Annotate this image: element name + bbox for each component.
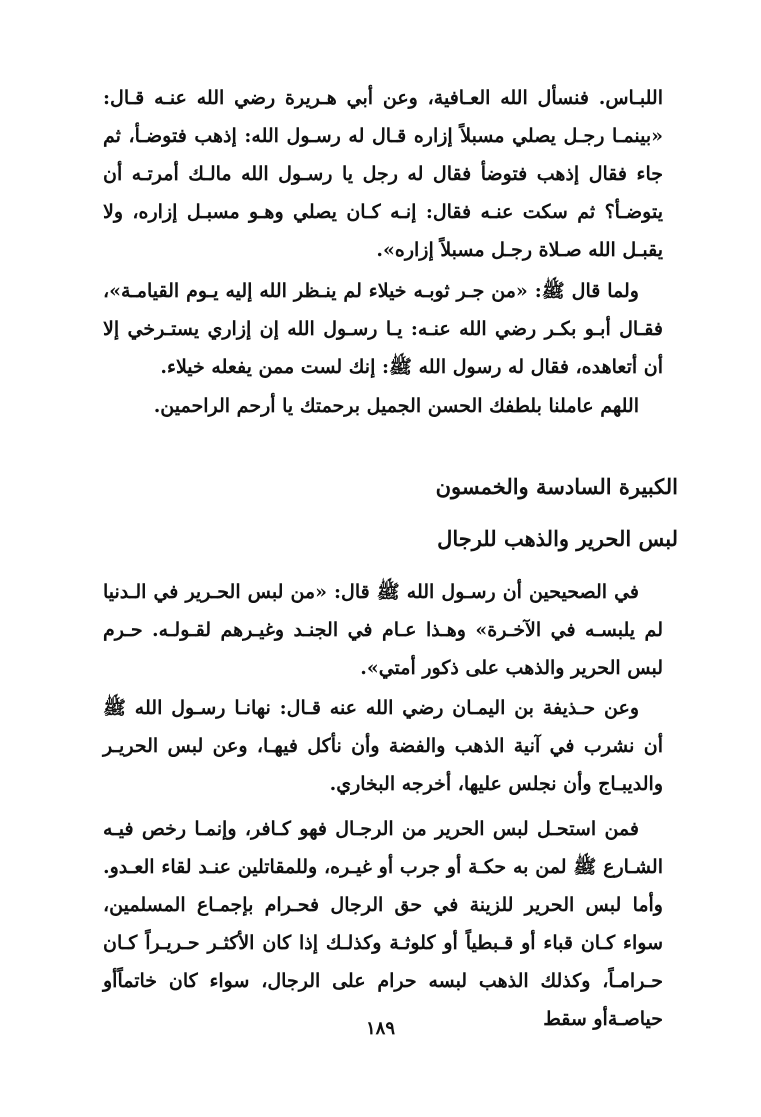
chapter-subheading: لبس الحرير والذهب للرجال <box>437 526 678 551</box>
paragraph-hadith-isbal: ولما قال ﷺ: «من جـر ثوبـه خيلاء لم ينـظر الله إليه يـوم القيامـة»، فقـال أبـو بكـر رضي الله عنـه: يـا رسـول الله إن إزاري يستـرخي إلا أن أتعاهده، فقال له رسول الله ﷺ: إنك لست ممن يفعله خيلاء. <box>103 280 663 378</box>
paragraph-block-5 <box>103 689 663 803</box>
paragraph-block-3 <box>103 387 663 425</box>
paragraph-block-1 <box>103 79 663 269</box>
paragraph-hudhayfa: وعن حـذيفة بن اليمـان رضي الله عنه قـال: نهانـا رسـول الله ﷺ أن نشرب في آنية الذهب والفضة وأن نأكل فيهـا، وعن لبس الحريـر والديبـاج وأن نجلس عليها، أخرجه البخاري. <box>103 697 663 795</box>
paragraph-block-2 <box>103 272 663 386</box>
paragraph-block-6 <box>103 810 663 1038</box>
paragraph-ruling: فمن استحـل لبس الحرير من الرجـال فهو كـافر، وإنمـا رخص فيـه الشـارع ﷺ لمن به حكـة أو جرب أو غيـره، وللمقاتلين عنـد لقاء العـدو. وأما لبس الحرير للزينة في حق الرجال فحـرام بإجمـاع المسلمين، سواء كـان قباء أو قـبطياً أو كلوثـة وكذلـك إذا كان الأكثـر حـريـراً كـان حـرامـاً، وكذلك الذهب لبسه حرام على الرجال، سواء كان خاتماًأو حياصـةأو سقط <box>103 818 663 1030</box>
page-number: ١٨٩ <box>365 1018 395 1039</box>
paragraph-block-4 <box>103 573 663 687</box>
paragraph-supplication: اللهم عاملنا بلطفك الحسن الجميل برحمتك يا أرحم الراحمين. <box>153 395 639 417</box>
chapter-heading: الكبيرة السادسة والخمسون <box>435 474 678 499</box>
paragraph-sahihain: في الصحيحين أن رسـول الله ﷺ قال: «من لبس الحـرير في الـدنيا لم يلبسـه في الآخـرة» وهـذا عـام في الجنـد وغيـرهم لقـولـه. حـرم لبس الحرير والذهب على ذكور أمتي». <box>103 581 663 679</box>
paragraph-continuation: اللبـاس. فنسأل الله العـافية، وعن أبي هـريرة رضي الله عنـه قـال: «بينمـا رجـل يصلي مسبلاً إزاره قـال له رسـول الله: إذهب فتوضـأ، ثم جاء فقال إذهب فتوضأ فقال له رجل يا رسـول الله مالـك أمرتـه أن يتوضـأ؟ ثم سكت عنـه فقال: إنـه كـان يصلي وهـو مسبـل إزاره، ولا يقبـل الله صـلاة رجـل مسبلاً إزاره». <box>103 87 663 261</box>
